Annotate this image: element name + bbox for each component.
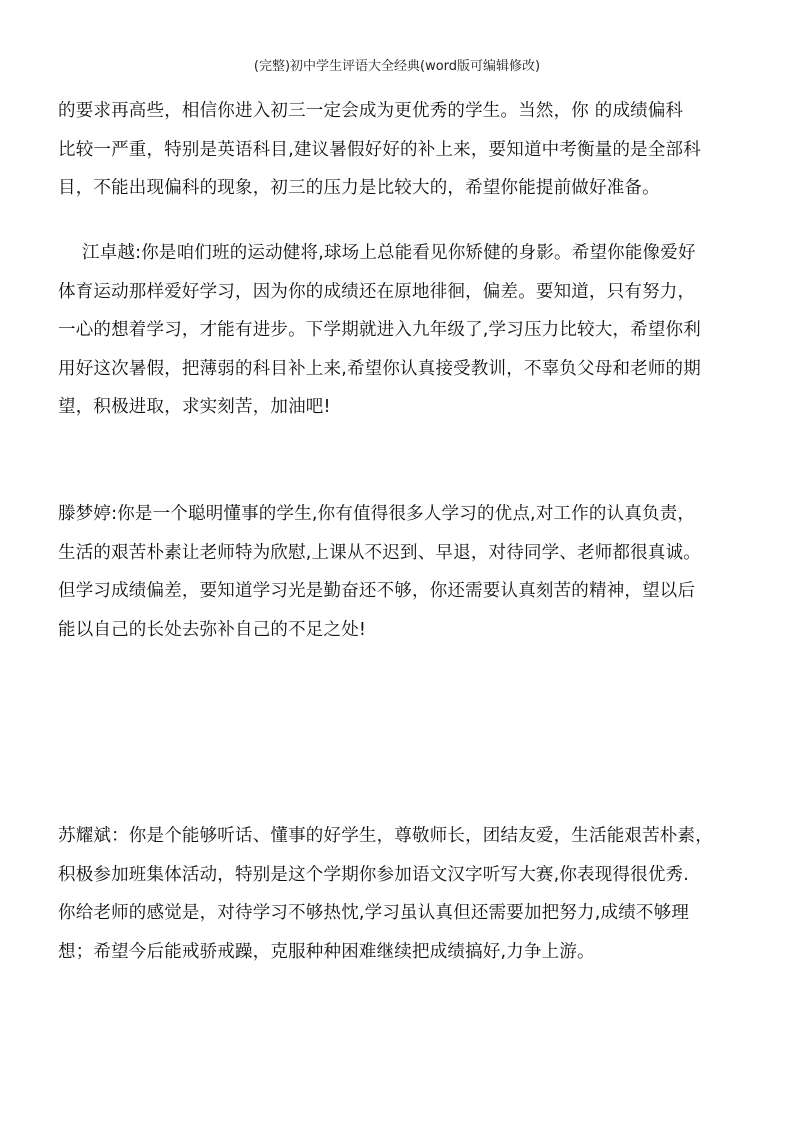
text-line: 的要求再高些，相信你进入初三一定会成为更优秀的学生。当然，你 的成绩偏科 xyxy=(58,101,684,121)
text-line: 生活的艰苦朴素让老师特为欣慰,上课从不迟到、早退，对待同学、老师都很真诚。 xyxy=(58,542,701,563)
text-line: 比较一严重，特别是英语科目,建议暑假好好的补上来，要知道中考衡量的是全部科 xyxy=(58,139,701,160)
paragraph-comment-jiang xyxy=(58,234,748,427)
text-line: 滕梦婷:你是一个聪明懂事的学生,你有值得很多人学习的优点,对工作的认真负责， xyxy=(58,504,696,524)
text-line: 目，不能出现偏科的现象，初三的压力是比较大的，希望你能提前做好准备。 xyxy=(58,178,660,198)
text-line: 能以自己的长处去弥补自己的不足之处! xyxy=(58,619,367,640)
text-line: 苏耀斌：你是个能够听话、懂事的好学生，尊敬师长，团结友爱，生活能艰苦朴素， xyxy=(58,826,713,846)
paragraph-continuation xyxy=(58,92,748,208)
page-header-title: (完整)初中学生评语大全经典(word版可编辑修改) xyxy=(253,59,541,74)
text-line: 你给老师的感觉是，对待学习不够热忱,学习虽认真但还需要加把努力,成绩不够理 xyxy=(58,903,690,923)
text-line: 积极参加班集体活动，特别是这个学期你参加语文汉字听写大赛,你表现得很优秀. xyxy=(58,864,690,885)
text-line: 体育运动那样爱好学习，因为你的成绩还在原地徘徊，偏差。要知道，只有努力， xyxy=(58,281,696,302)
text-line: 用好这次暑假，把薄弱的科目补上来,希望你认真接受教训，不辜负父母和老师的期 xyxy=(58,358,701,379)
text-line: 江卓越:你是咱们班的运动健将,球场上总能看见你矫健的身影。希望你能像爱好 xyxy=(82,243,696,263)
text-line: 想；希望今后能戒骄戒躁，克服种种困难继续把成绩搞好,力争上游。 xyxy=(58,941,595,962)
paragraph-comment-su xyxy=(58,817,748,971)
text-line: 但学习成绩偏差，要知道学习光是勤奋还不够，你还需要认真刻苦的精神，望以后 xyxy=(58,581,696,601)
text-line: 望，积极进取，求实刻苦，加油吧! xyxy=(58,397,331,417)
text-line: 一心的想着学习，才能有进步。下学期就进入九年级了,学习压力比较大，希望你利 xyxy=(58,320,701,340)
paragraph-comment-teng xyxy=(58,495,748,649)
